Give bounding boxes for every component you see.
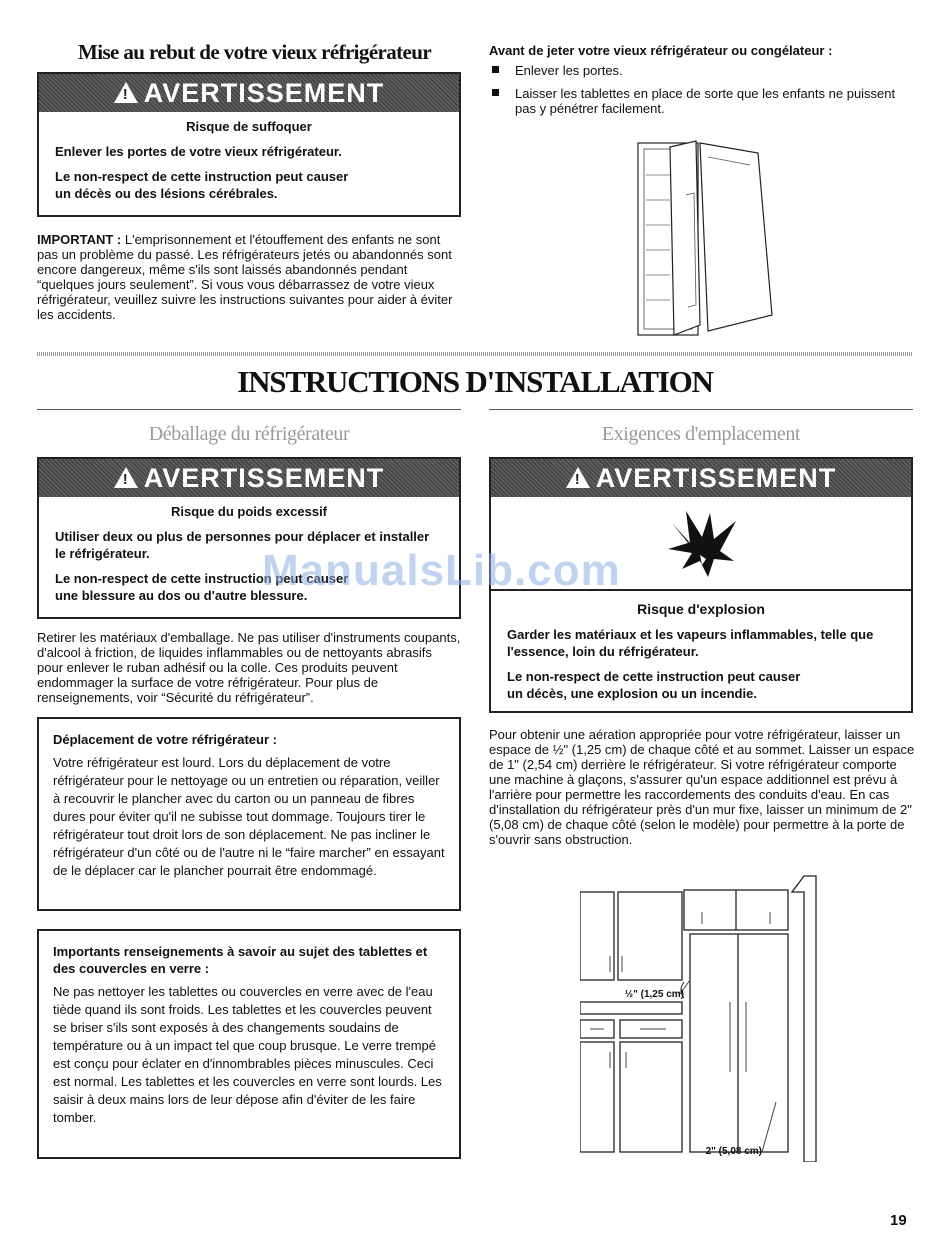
- glass-text: Ne pas nettoyer les tablettes ou couvercles en verre avec de l'eau tiède quand ils sont froids. Les tablettes et les couvercles peuvent se briser s'ils sont exposés à des changements soudains de température ou à un impact tel que coup brusque. Le verre trempé est conçu pour éclater en d'innombrables pièces minuscules. Ceci est normal. Les tablettes et les couvercles en verre sont lourds. Les saisir à deux mains lors de leur dépose afin d'éviter de les faire tomber.: [53, 984, 442, 1125]
- unpacking-paragraph: Retirer les matériaux d'emballage. Ne pas utiliser d'instruments coupants, d'alcool à friction, de liquides inflammables ou de nettoyants abrasifs pour enlever le ruban adhésif ou la colle. Ces produits peuvent endommager la surface de votre réfrigérateur. Pour plus de renseignements, voir “Sécurité du réfrigérateur”.: [37, 630, 461, 705]
- warning-header-label: AVERTISSEMENT: [595, 462, 837, 493]
- warning-hazard: Risque d'explosion: [637, 601, 765, 617]
- before-title: Avant de jeter votre vieux réfrigérateur ou congélateur :: [489, 43, 833, 58]
- location-paragraph: Pour obtenir une aération appropriée pour votre réfrigérateur, laisser un espace de ½" (1,25 cm) de chaque côté et au sommet. Laisser un espace de 1" (2,54 cm) derrière le réfrigérateur. Si votre réfrigérateur comporte une machine à glaçons, s'assurer qu'un espace additionnel est prévu à l'arrière pour permettre les raccordements des conduits d'eau. En cas d'installation du réfrigérateur près d'un mur fixe, laisser un minimum de 2" (5,08 cm) de chaque côté (selon le modèle) pour permettre à la porte de s'ouvrir sans obstruction.: [489, 727, 915, 847]
- installation-title: INSTRUCTIONS D'INSTALLATION: [237, 364, 713, 399]
- moving-title: Déplacement de votre réfrigérateur :: [53, 732, 277, 747]
- section-separator: [37, 352, 913, 356]
- two-inch-label: 2" (5,08 cm): [705, 1146, 762, 1157]
- warning-line1: Garder les matériaux et les vapeurs inflammables, telle que l'essence, loin du réfrigérateur.: [507, 627, 874, 659]
- warning-header-label: AVERTISSEMENT: [143, 77, 385, 108]
- warning-header: [39, 74, 459, 112]
- warning-line1: Enlever les portes de votre vieux réfrigérateur.: [55, 144, 342, 159]
- important-paragraph: [37, 232, 461, 322]
- warning-line2a: Le non-respect de cette instruction peut causer: [507, 669, 801, 684]
- bullet-item: Enlever les portes.: [489, 63, 899, 78]
- fridge-doors-removed-illustration: [630, 135, 780, 345]
- warning-header: [39, 459, 459, 497]
- important-label: IMPORTANT :: [37, 232, 122, 247]
- disposal-warning-box: [37, 72, 461, 217]
- rule-left: [37, 409, 461, 410]
- warning-line2a: Le non-respect de cette instruction peut causer: [55, 169, 349, 184]
- glass-title: Importants renseignements à savoir au sujet des tablettes et des couvercles en verre :: [53, 944, 428, 976]
- warning-line2b: une blessure au dos ou d'autre blessure.: [55, 588, 308, 603]
- explosion-icon: [656, 503, 746, 583]
- warning-header: [491, 459, 911, 497]
- rule-right: [489, 409, 913, 410]
- warning-hazard: Risque du poids excessif: [170, 504, 328, 519]
- warning-triangle-icon: !: [566, 467, 590, 488]
- warning-hazard: Risque de suffoquer: [186, 119, 312, 134]
- warning-triangle-icon: !: [114, 467, 138, 488]
- important-text: L'emprisonnement et l'étouffement des enfants ne sont pas un problème du passé. Les réfrigérateurs jetés ou abandonnés sont encore dangereux, même s'ils sont laissés abandonnés pendant “quelques jours seulement”. Si vous vous débarrassez de votre vieux réfrigérateur, veuillez suivre les instructions suivantes pour aider à éviter les accidents.: [37, 232, 453, 322]
- location-title: Exigences d'emplacement: [601, 423, 801, 445]
- warning-line1: Utiliser deux ou plus de personnes pour déplacer et installer le réfrigérateur.: [55, 529, 430, 561]
- warning-line2b: un décès ou des lésions cérébrales.: [55, 186, 278, 201]
- disposal-title: Mise au rebut de votre vieux réfrigérateur: [78, 40, 432, 64]
- moving-text: Votre réfrigérateur est lourd. Lors du déplacement de votre réfrigérateur pour le nettoyage ou un entretien ou réparation, veiller à recouvrir le plancher avec du carton ou un panneau de fibres dures pour éviter qu'il ne subisse tout dommage. Toujours tirer le réfrigérateur tout droit lors de son déplacement. Ne pas incliner le réfrigérateur d'un côté ou de l'autre ni le “faire marcher” en essayant de le déplacer car le plancher pourrait être endommagé.: [53, 755, 445, 878]
- before-bullets: [489, 63, 899, 124]
- bullet-item: Laisser les tablettes en place de sorte que les enfants ne puissent pas y pénétrer facilement.: [489, 86, 899, 116]
- unpacking-title: Déballage du réfrigérateur: [148, 423, 350, 445]
- watermark: ManualsLib.com: [262, 546, 621, 595]
- glass-box: [37, 929, 461, 1159]
- half-inch-label: ½" (1,25 cm): [624, 989, 684, 1000]
- warning-line2b: un décès, une explosion ou un incendie.: [507, 686, 757, 701]
- warning-line2a: Le non-respect de cette instruction peut causer: [55, 571, 349, 586]
- page-number: 19: [890, 1212, 907, 1229]
- warning-header-label: AVERTISSEMENT: [143, 462, 385, 493]
- warning-triangle-icon: !: [114, 82, 138, 103]
- clearance-diagram: [580, 872, 820, 1162]
- moving-box: [37, 717, 461, 911]
